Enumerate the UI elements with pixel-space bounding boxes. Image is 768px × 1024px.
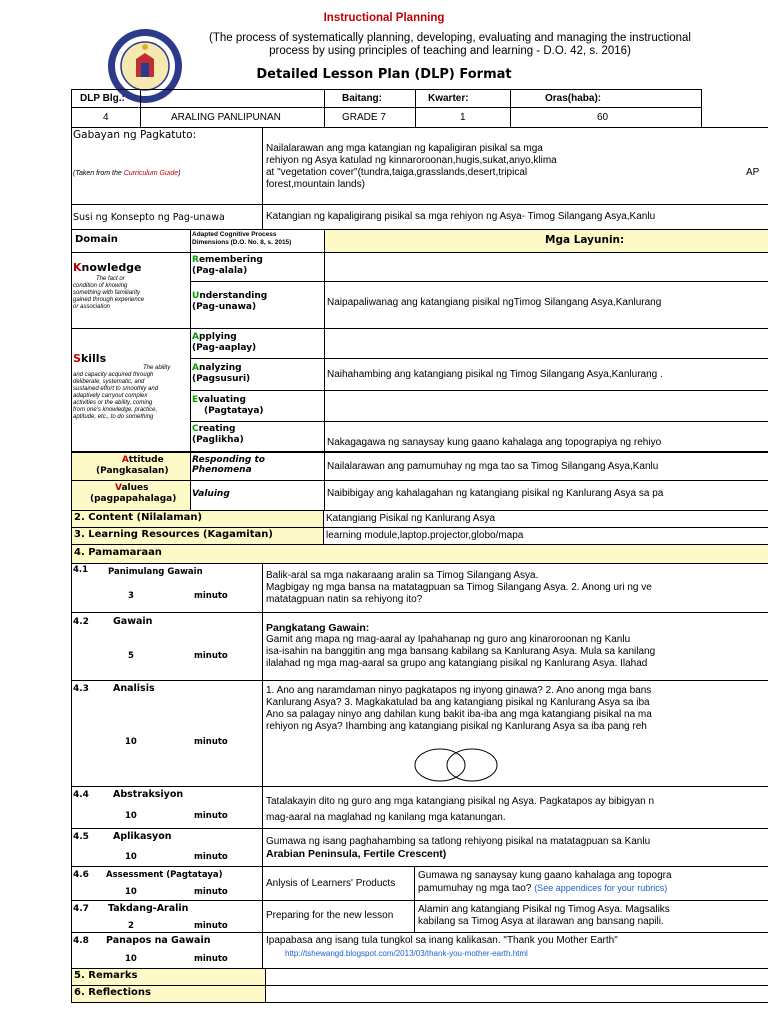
- knowledge-desc: The fact or condition of knowing something with familiarity gained through experience or association: [73, 276, 145, 310]
- step-4-7-text: Alamin ang katangiang Pisikal ng Timog Asya. Magsaliks kabilang sa Timog Asya at ilarawan ang bansang napili.: [418, 904, 670, 927]
- rubrics-link[interactable]: (See appendices for your rubrics): [534, 883, 668, 893]
- analyzing-label: Analyzing (Pagsusuri): [192, 363, 251, 384]
- step-4-2-name: Gawain: [113, 616, 153, 627]
- domain-label: Domain: [75, 234, 118, 245]
- step-4-4-minutes: 10: [125, 811, 137, 821]
- step-4-8-name: Panapos na Gawain: [106, 935, 211, 946]
- step-4-1-name: Panimulang Gawain: [108, 567, 203, 577]
- gabayan-code: AP: [746, 167, 760, 178]
- adapted-cognitive-label: Adapted Cognitive Process Dimensions (D.O. No. 8, s. 2015): [192, 231, 292, 246]
- subtitle-line-2: process by using principles of teaching and learning - D.O. 42, s. 2016): [269, 45, 631, 57]
- step-4-7-unit: minuto: [194, 921, 228, 931]
- dlp-label: DLP Blg.:: [80, 93, 125, 104]
- responding-label: Responding to Phenomena: [192, 455, 265, 475]
- pamamaraan-fill: [71, 544, 768, 563]
- gabayan-note: (Taken from the Curriculum Guide): [73, 170, 181, 177]
- step-4-5-num: 4.5: [73, 832, 89, 842]
- step-4-8-text: Ipapabasa ang isang tula tungkol sa inang kalikasan. "Thank you Mother Earth": [266, 935, 618, 946]
- remembering-label: Remembering (Pag-alala): [192, 255, 263, 276]
- analyzing-objective: Naihahambing ang katangiang pisikal ng Timog Silangang Asya,Kanlurang .: [327, 369, 663, 380]
- pamamaraan-label: 4. Pamamaraan: [74, 547, 162, 558]
- time-value: 60: [597, 112, 609, 123]
- step-4-8-num: 4.8: [73, 936, 89, 946]
- page-heading: Instructional Planning: [323, 12, 445, 24]
- step-4-7-minutes: 2: [128, 921, 134, 931]
- layunin-label: Mga Layunin:: [545, 234, 625, 246]
- gabayan-text: Nailalarawan ang mga katangian ng kapaligiran pisikal sa mga rehiyon ng Asya katulad ng kinnaroroonan,hugis,sukat,anyo,klima at "vegetation cover"(tundra,taiga,grasslands,desert,tripical forest,mountain lands): [266, 143, 557, 190]
- step-4-5-name: Aplikasyon: [113, 831, 172, 842]
- step-4-3-minutes: 10: [125, 737, 137, 747]
- content-label: 2. Content (Nilalaman): [74, 512, 203, 523]
- page-subtitle: [180, 32, 720, 58]
- step-4-2-text: Pangkatang Gawain: Gamit ang mapa ng mag-aaral ay Ipahahanap ng guro ang kinaroroonan ng Kanlu isa-isahin na banggitin ang mga bansang kabilang sa Kanlurang Asya. Mula sa kanilang ilalahad ng mga mag-aaral sa grupo ang katangiang pisikal ng Kanlurang Asya. Ilahad: [266, 622, 656, 669]
- form-title: Detailed Lesson Plan (DLP) Format: [256, 67, 512, 82]
- step-4-1-minutes: 3: [128, 591, 134, 601]
- skills-desc: The ability and capacity acquired through deliberate, systematic, and sustained effort to smoothly and adaptively carryout complex activities or the ability, coming from one's knowledge, practice, aptitude, etc., to do something: [73, 365, 171, 420]
- applying-label: Applying (Pag-aaplay): [192, 332, 257, 353]
- step-4-6-text: Gumawa ng sanaysay kung gaano kahalaga ang topogra pamumuhay ng mga tao? (See appendices for your rubrics): [418, 870, 672, 894]
- skills-label: Skills: [73, 352, 107, 365]
- values-objective: Naibibigay ang kahalagahan ng katangiang pisikal ng Kanlurang Asya sa pa: [327, 488, 664, 499]
- valuing-label: Valuing: [192, 489, 230, 499]
- step-4-5-text: Gumawa ng isang paghahambing sa tatlong rehiyong pisikal na matatagpuan sa Kanlu Arabian Peninsula, Fertile Crescent): [266, 836, 651, 860]
- dlp-value: 4: [103, 112, 109, 123]
- step-4-3-unit: minuto: [194, 737, 228, 747]
- step-4-7-name: Takdang-Aralin: [108, 903, 189, 914]
- baitang-label: Baitang:: [342, 93, 382, 104]
- evaluating-label: Evaluating (Pagtataya): [192, 395, 264, 416]
- step-4-2-minutes: 5: [128, 651, 134, 661]
- step-4-4-num: 4.4: [73, 790, 89, 800]
- step-4-5-unit: minuto: [194, 852, 228, 862]
- susi-label: Susi ng Konsepto ng Pag-unawa: [73, 212, 225, 223]
- kwarter-label: Kwarter:: [428, 93, 469, 104]
- subtitle-line-1: (The process of systematically planning, developing, evaluating and managing the instructional: [208, 32, 691, 44]
- resources-value: learning module,laptop.projector,globo/mapa: [326, 530, 524, 541]
- step-4-3-text: 1. Ano ang naramdaman ninyo pagkatapos ng inyong ginawa? 2. Ano anong mga bans Kanlurang Asya? 3. Magkakatulad ba ang katangiang pisikal ng Kanlurang Asya sa iba Ano sa palagay ninyo ang dahilan kung bakit iba-iba ang mga katangiang pisikal na ma rehiyon ng Asya? Ihambing ang katangiang pisikal ng Kanlurang Asya sa iba pang reh: [266, 685, 652, 732]
- understanding-objective: Naipapaliwanag ang katangiang pisikal ngTimog Silangang Asya,Kanlurang: [327, 297, 662, 308]
- knowledge-label: Knowledge: [73, 261, 142, 274]
- step-4-7-num: 4.7: [73, 904, 89, 914]
- step-4-3-num: 4.3: [73, 684, 89, 694]
- creating-objective: Nakagagawa ng sanaysay kung gaano kahalaga ang topograpiya ng rehiyo: [327, 437, 662, 448]
- step-4-1-num: 4.1: [73, 565, 89, 575]
- curriculum-guide-link[interactable]: Curriculum Guide: [123, 170, 179, 177]
- oras-label: Oras(haba):: [545, 93, 602, 104]
- step-4-6-num: 4.6: [73, 870, 89, 880]
- attitude-label: Attitude (Pangkasalan): [96, 455, 169, 476]
- resources-label: 3. Learning Resources (Kagamitan): [74, 529, 273, 540]
- quarter-value: 1: [460, 112, 466, 123]
- step-4-6-label: Anlysis of Learners' Products: [266, 878, 396, 889]
- susi-text: Katangian ng kapaligirang pisikal sa mga rehiyon ng Asya- Timog Silangang Asya,Kanlu: [266, 211, 656, 222]
- step-4-8-unit: minuto: [194, 954, 228, 964]
- step-4-8-minutes: 10: [125, 954, 137, 964]
- grade-value: GRADE 7: [342, 112, 386, 123]
- attitude-objective: Nailalarawan ang pamumuhay ng mga tao sa Timog Silangang Asya,Kanlu: [327, 461, 659, 472]
- understanding-label: Understanding (Pag-unawa): [192, 291, 268, 312]
- step-4-7-label: Preparing for the new lesson: [266, 910, 394, 921]
- step-4-4-name: Abstraksiyon: [113, 789, 184, 800]
- remarks-label: 5. Remarks: [74, 970, 138, 981]
- step-4-3-name: Analisis: [113, 683, 155, 694]
- content-value: Katangiang Pisikal ng Kanlurang Asya: [326, 513, 496, 524]
- step-4-5-minutes: 10: [125, 852, 137, 862]
- mother-earth-link[interactable]: http://tshewangd.blogspot.com/2013/03/thank-you-mother-earth.html: [285, 949, 528, 958]
- creating-label: Creating (Paglikha): [192, 424, 244, 445]
- subject-value: ARALING PANLIPUNAN: [171, 112, 281, 123]
- reflections-label: 6. Reflections: [74, 987, 151, 998]
- step-4-2-num: 4.2: [73, 617, 89, 627]
- gabayan-label: Gabayan ng Pagkatuto:: [73, 129, 197, 141]
- step-4-1-text: Balik-aral sa mga nakaraang aralin sa Timog Silangang Asya. Magbigay ng mga bansa na matatagpuan sa Timog Silangang Asya. 2. Anong uri ng ve matatagpuan natin sa rehiyong ito?: [266, 570, 652, 605]
- step-4-6-name: Assessment (Pagtataya): [106, 870, 223, 880]
- step-4-1-unit: minuto: [194, 591, 228, 601]
- values-label: Values (pagpapahalaga): [90, 483, 177, 504]
- step-4-4-unit: minuto: [194, 811, 228, 821]
- venn-diagram: [412, 745, 502, 785]
- step-4-6-minutes: 10: [125, 887, 137, 897]
- step-4-2-unit: minuto: [194, 651, 228, 661]
- step-4-4-text: Tatalakayin dito ng guro ang mga katangiang pisikal ng Asya. Pagkatapos ay bibigyan n mag-aaral na maglahad ng kanilang mga katanungan.: [266, 796, 655, 823]
- step-4-6-unit: minuto: [194, 887, 228, 897]
